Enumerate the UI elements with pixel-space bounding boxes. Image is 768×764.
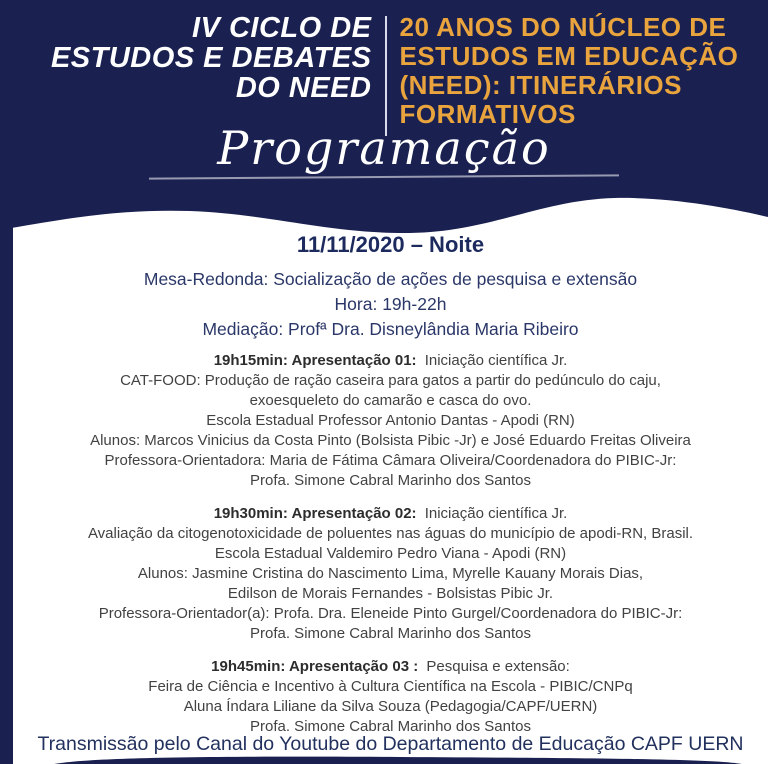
- presentation-line: Feira de Ciência e Incentivo à Cultura Científica na Escola - PIBIC/CNPq: [148, 678, 633, 695]
- program-content: [13, 230, 768, 764]
- presentation-heading: [13, 351, 768, 371]
- transmission-note: Transmissão pelo Canal do Youtube do Departamento de Educação CAPF UERN: [37, 733, 744, 755]
- presentation-heading: [13, 504, 768, 524]
- event-series-title-line: ESTUDOS E DEBATES: [50, 42, 372, 74]
- presentation-type: Iniciação científica Jr.: [424, 352, 568, 369]
- session-info-line: Mediação: Profª Dra. Disneylândia Maria Ribeiro: [202, 319, 579, 339]
- session-info: [13, 267, 768, 342]
- bottom-wave-edge: [0, 756, 768, 764]
- presentation-type: Pesquisa e extensão:: [426, 658, 570, 675]
- presentation-block-2: [13, 504, 768, 644]
- presentation-line: Alunos: Jasmine Cristina do Nascimento Lima, Myrelle Kauany Morais Dias,: [137, 565, 644, 582]
- presentation-time-label: 19h15min: Apresentação 01:: [213, 352, 417, 369]
- session-info-line: Mesa-Redonda: Socialização de ações de pesquisa e extensão: [143, 269, 638, 289]
- presentation-line: CAT-FOOD: Produção de ração caseira para gatos a partir do pedúnculo do caju,: [120, 372, 661, 389]
- event-series-title: [7, 13, 385, 103]
- presentation-heading: [13, 657, 768, 677]
- script-title-wrap: [0, 122, 768, 178]
- presentation-line: Profa. Simone Cabral Marinho dos Santos: [250, 625, 531, 642]
- event-theme-title: [387, 13, 762, 129]
- presentation-time-label: 19h45min: Apresentação 03 :: [211, 658, 419, 675]
- presentation-type: Iniciação científica Jr.: [424, 505, 568, 522]
- session-date-title: 11/11/2020 – Noite: [296, 232, 485, 257]
- presentation-line: Professora-Orientador(a): Profa. Dra. Eleneide Pinto Gurgel/Coordenadora do PIBIC-Jr:: [98, 605, 683, 622]
- presentation-block-3: [13, 657, 768, 737]
- header-titles: [0, 0, 768, 136]
- presentation-line: Profa. Simone Cabral Marinho dos Santos: [250, 718, 531, 735]
- presentation-line: Professora-Orientadora: Maria de Fátima Câmara Oliveira/Coordenadora do PIBIC-Jr:: [104, 452, 677, 469]
- program-script-title: Programação: [217, 121, 551, 175]
- event-theme-title-line: (NEED): ITINERÁRIOS: [399, 70, 682, 100]
- presentation-line: Alunos: Marcos Vinicius da Costa Pinto (Bolsista Pibic -Jr) e José Eduardo Freitas Oliveira: [90, 432, 691, 449]
- event-series-title-line: IV CICLO DE: [191, 12, 372, 44]
- presentation-line: Avaliação da citogenotoxicidade de poluentes nas águas do município de apodi-RN, Brasil.: [87, 525, 694, 542]
- presentation-line: Edilson de Morais Fernandes - Bolsistas Pibic Jr.: [227, 585, 554, 602]
- left-border-strip: [0, 200, 13, 764]
- presentation-block-1: [13, 351, 768, 491]
- event-theme-title-line: ESTUDOS EM EDUCAÇÃO: [399, 41, 739, 71]
- presentation-line: Escola Estadual Valdemiro Pedro Viana - Apodi (RN): [214, 545, 567, 562]
- presentation-line: exoesqueleto do camarão e casca do ovo.: [249, 392, 532, 409]
- event-theme-title-line: 20 ANOS DO NÚCLEO DE: [399, 12, 727, 42]
- session-info-line: Hora: 19h-22h: [334, 294, 447, 314]
- event-theme-title-line: FORMATIVOS: [399, 99, 576, 129]
- presentation-line: Profa. Simone Cabral Marinho dos Santos: [250, 472, 531, 489]
- presentation-line: Escola Estadual Professor Antonio Dantas - Apodi (RN): [206, 412, 575, 429]
- presentation-time-label: 19h30min: Apresentação 02:: [213, 505, 417, 522]
- presentation-line: Aluna Índara Liliane da Silva Souza (Pedagogia/CAPF/UERN): [183, 698, 598, 715]
- event-series-title-line: DO NEED: [235, 72, 372, 104]
